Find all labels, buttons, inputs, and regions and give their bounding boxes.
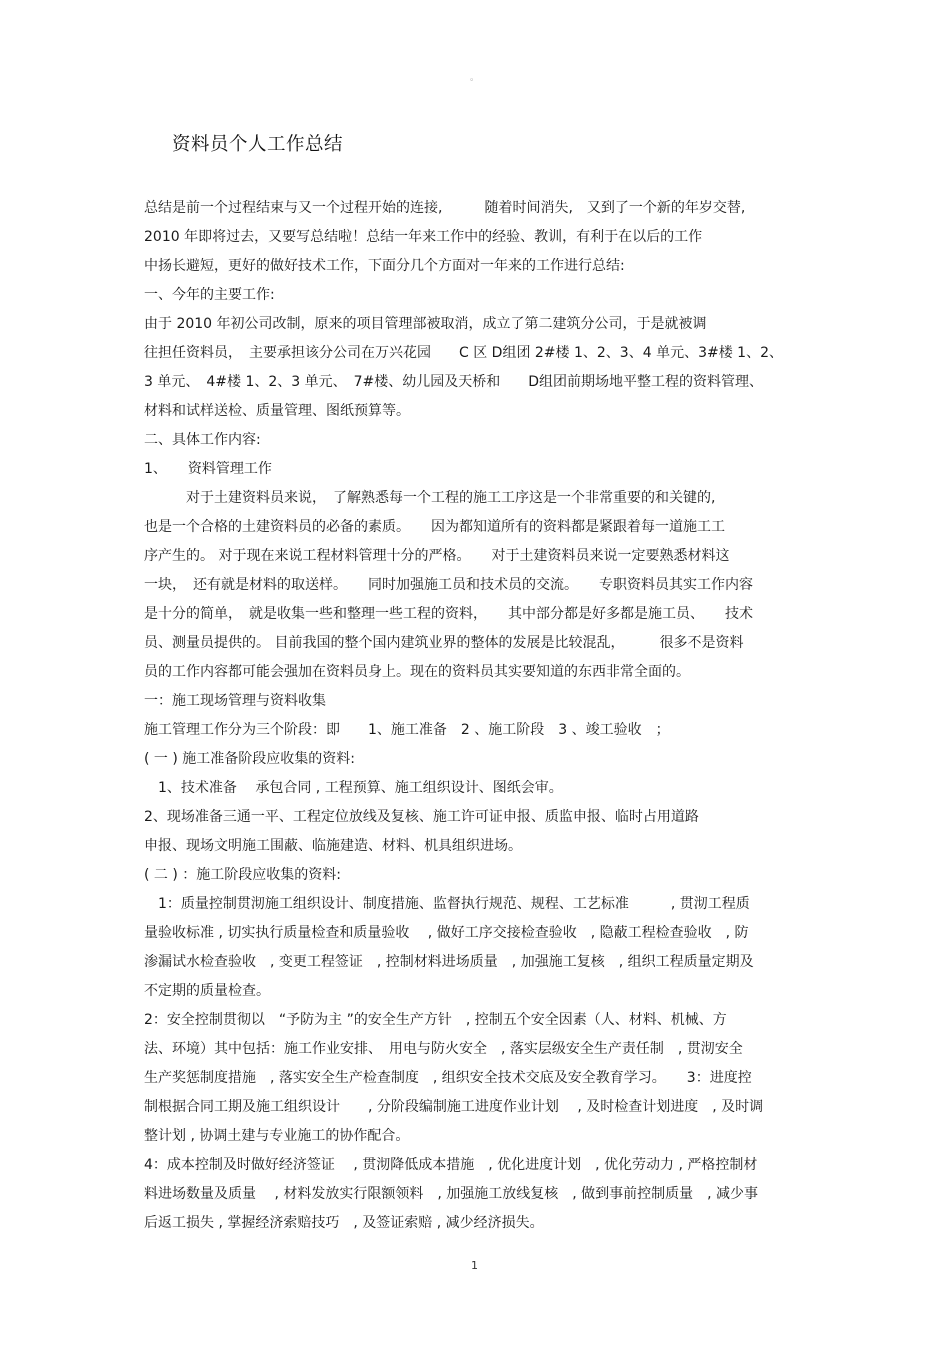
- body-line: 生产奖惩制度措施 , 落实安全生产检查制度 , 组织安全技术交底及安全教育学习。 3：进度控: [144, 1070, 752, 1086]
- body-line: 员、测量员提供的。 目前我国的整个国内建筑业界的整体的发展是比较混乱， 很多不是资料: [144, 635, 744, 651]
- body-line: 量验收标准 , 切实执行质量检查和质量验收 , 做好工序交接检查验收 , 隐蔽工程检查验收 , 防: [144, 925, 749, 941]
- body-line: 二、具体工作内容:: [144, 432, 261, 448]
- body-line: 也是一个合格的土建资料员的必备的素质。 因为都知道所有的资料都是紧跟着每一道施工工: [144, 519, 725, 535]
- body-line: 制根据合同工期及施工组织设计 , 分阶段编制施工进度作业计划 , 及时检查计划进度 , 及时调: [144, 1099, 764, 1115]
- body-line: 序产生的。 对于现在来说工程材料管理十分的严格。 对于土建资料员来说一定要熟悉材料这: [144, 548, 730, 564]
- body-line: 是十分的简单， 就是收集一些和整理一些工程的资料， 其中部分都是好多都是施工员、 技术: [144, 606, 753, 622]
- body-line: 一、今年的主要工作:: [144, 287, 275, 303]
- body-line: 渗漏试水检查验收 , 变更工程签证 , 控制材料进场质量 , 加强施工复核 , 组织工程质量定期及: [144, 954, 754, 970]
- body-line: 一：施工现场管理与资料收集: [144, 693, 326, 709]
- body-line: 1、 资料管理工作: [144, 461, 272, 477]
- body-line: 后返工损失 , 掌握经济索赔技巧 , 及签证索赔 , 减少经济损失。: [144, 1215, 544, 1231]
- body-line: ( 二 ) ：施工阶段应收集的资料:: [144, 867, 341, 883]
- body-line: 由于 2010 年初公司改制，原来的项目管理部被取消，成立了第二建筑分公司，于是就被调: [144, 316, 707, 332]
- body-line: 1：质量控制贯沏施工组织设计、制度措施、监督执行规范、规程、工艺标准 , 贯沏工程质: [144, 896, 750, 912]
- body-line: 整计划 , 协调土建与专业施工的协作配合。: [144, 1128, 410, 1144]
- page-number: 1: [471, 1259, 478, 1272]
- body-line: ( 一 ) 施工准备阶段应收集的资料:: [144, 751, 355, 767]
- body-line: 不定期的质量检查。: [144, 983, 270, 999]
- body-line: 3 单元、 4#楼 1、2、3 单元、 7#楼、幼儿园及天桥和 D组团前期场地平整工程的资料管理、: [144, 374, 764, 390]
- body-line: 料进场数量及质量 , 材料发放实行限额领料 , 加强施工放线复核 , 做到事前控制质量 , 减少事: [144, 1186, 759, 1202]
- body-line: 申报、现场文明施工围蔽、临施建造、材料、机具组织进场。: [144, 838, 522, 854]
- body-line: 2：安全控制贯彻以 “予防为主 ”的安全生产方针 , 控制五个安全因素（人、材料、机械、方: [144, 1012, 727, 1028]
- body-line: 一块， 还有就是材料的取送样。 同时加强施工员和技术员的交流。 专职资料员其实工作内容: [144, 577, 753, 593]
- body-line: 1、技术准备 承包合同 , 工程预算、施工组织设计、图纸会审。: [144, 780, 563, 796]
- body-line: 往担任资料员， 主要承担该分公司在万兴花园 C 区 D组团 2#楼 1、2、3、4 单元、3#楼 1、2、: [144, 345, 783, 361]
- body-line: 法、环境）其中包括：施工作业安排、 用电与防火安全 , 落实层级安全生产责任制 , 贯沏安全: [144, 1041, 743, 1057]
- header-dot: 。: [470, 73, 480, 83]
- body-line: 施工管理工作分为三个阶段：即 1、施工准备 2 、施工阶段 3 、竣工验收 ；: [144, 722, 670, 738]
- document-title: 资料员个人工作总结: [172, 134, 344, 155]
- body-line: 2010 年即将过去，又要写总结啦！总结一年来工作中的经验、教训，有利于在以后的工作: [144, 229, 703, 245]
- body-line: 对于土建资料员来说， 了解熟悉每一个工程的施工工序这是一个非常重要的和关键的,: [144, 490, 716, 506]
- body-line: 材料和试样送检、质量管理、图纸预算等。: [144, 403, 410, 419]
- body-line: 总结是前一个过程结束与又一个过程开始的连接, 随着时间消失, 又到了一个新的年岁交替,: [144, 200, 746, 216]
- body-line: 中扬长避短，更好的做好技术工作，下面分几个方面对一年来的工作进行总结:: [144, 258, 625, 274]
- body-line: 员的工作内容都可能会强加在资料员身上。现在的资料员其实要知道的东西非常全面的。: [144, 664, 690, 680]
- body-line: 4：成本控制及时做好经济签证 , 贯沏降低成本措施 , 优化进度计划 , 优化劳动力 , 严格控制材: [144, 1157, 758, 1173]
- body-line: 2、现场准备三通一平、工程定位放线及复核、施工许可证申报、质监申报、临时占用道路: [144, 809, 699, 825]
